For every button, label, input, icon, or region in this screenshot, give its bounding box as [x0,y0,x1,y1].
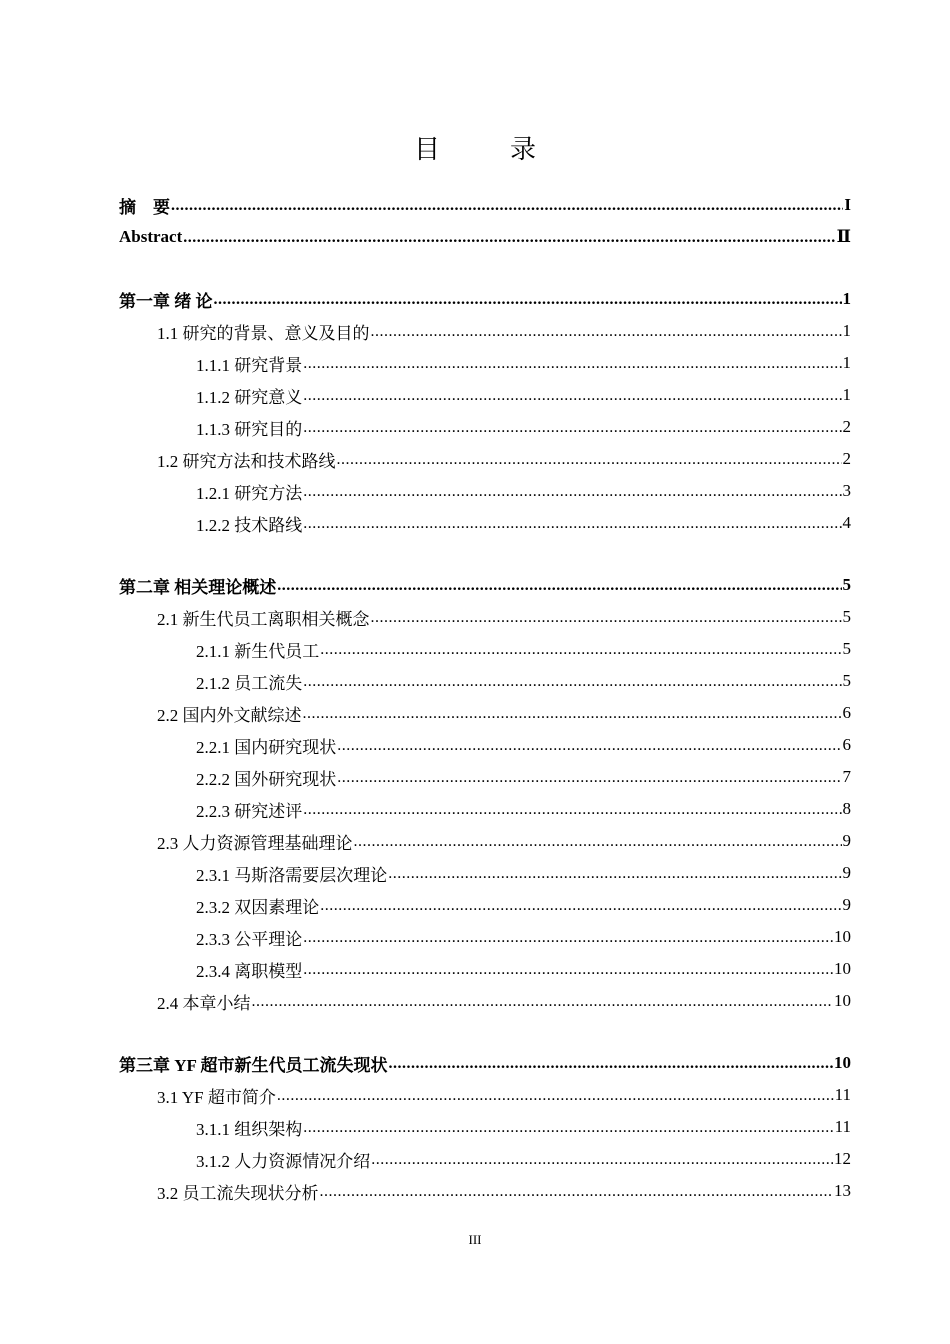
toc-leader-dots [371,1143,833,1175]
toc-entry-page: 1 [842,289,851,308]
toc-entry[interactable] [119,507,851,539]
toc-leader-dots [354,825,842,857]
toc-entry-page: 1 [842,321,851,340]
toc-entry[interactable] [119,379,851,411]
toc-entry-page: 10 [834,991,851,1010]
toc-entry-label: 2.1.2 员工流失 [196,673,303,693]
toc-entry-page: 12 [834,1149,851,1168]
toc-entry-page: 8 [842,799,851,818]
toc-entry-page: 11 [834,1117,851,1136]
toc-entry-label: 2.4 本章小结 [157,993,251,1013]
toc-leader-dots [277,569,841,601]
toc-entry[interactable] [119,1079,851,1111]
toc-entry-label: 1.1.2 研究意义 [196,387,303,407]
toc-entry-label: 3.1.1 组织架构 [196,1119,303,1139]
toc-entry[interactable] [119,921,851,953]
toc-entry-label: 2.2.3 研究述评 [196,801,303,821]
toc-entry[interactable] [119,475,851,507]
toc-entry[interactable] [119,1111,851,1143]
toc-entry-label: 1.1.1 研究背景 [196,355,303,375]
toc-entry[interactable] [119,697,851,729]
toc-entry-label: 1.2.1 研究方法 [196,483,303,503]
toc-leader-dots [337,443,842,475]
toc-entry-page: 2 [842,449,851,468]
section-gap [119,253,851,283]
toc-leader-dots [303,953,833,985]
toc-entry-page: 10 [834,959,851,978]
toc-leader-dots [371,315,842,347]
toc-leader-dots [252,985,834,1017]
toc-leader-dots [389,1047,833,1079]
toc-entry-page: 9 [842,863,851,882]
toc-leader-dots [303,475,841,507]
toc-entry-label: 2.2.1 国内研究现状 [196,737,337,757]
toc-entry-label: 1.1 研究的背景、意义及目的 [157,323,370,343]
toc-entry[interactable] [119,443,851,475]
toc-leader-dots [303,921,833,953]
toc-entry-label: 1.2 研究方法和技术路线 [157,451,336,471]
toc-entry-page: 11 [834,1085,851,1104]
toc-entry[interactable] [119,857,851,889]
toc-leader-dots [183,221,835,253]
toc-entry-page: 9 [842,895,851,914]
toc-entry-label: Abstract [119,227,183,246]
toc-entry-label: 第一章 绪 论 [119,291,213,311]
toc-entry-label: 2.3.3 公平理论 [196,929,303,949]
toc-leader-dots [303,665,841,697]
toc-leader-dots [303,347,841,379]
toc-entry-label: 摘 要 [119,197,170,217]
toc-entry-page: 1 [842,385,851,404]
toc-entry-page: 6 [842,703,851,722]
toc-entry-page: 5 [842,671,851,690]
toc-entry-label: 2.3.1 马斯洛需要层次理论 [196,865,388,885]
toc-entry[interactable] [119,315,851,347]
toc-entry-label: 2.3.2 双因素理论 [196,897,320,917]
toc-entry-label: 1.2.2 技术路线 [196,515,303,535]
toc-entry[interactable] [119,1143,851,1175]
toc-entry[interactable] [119,953,851,985]
toc-leader-dots [277,1079,834,1111]
toc-entry[interactable] [119,633,851,665]
page-number-footer: III [468,1232,482,1247]
toc-entry-label: 3.1.2 人力资源情况介绍 [196,1151,371,1171]
toc-leader-dots [214,283,842,315]
toc-entry[interactable] [119,825,851,857]
toc-entry[interactable] [119,665,851,697]
toc-leader-dots [303,793,841,825]
toc-leader-dots [337,729,841,761]
toc-entry-page: 10 [834,927,851,946]
toc-entry[interactable] [119,1175,851,1207]
toc-leader-dots [303,411,841,443]
toc-entry-label: 2.1 新生代员工离职相关概念 [157,609,370,629]
toc-entry[interactable] [119,601,851,633]
toc-entry-label: 2.3.4 离职模型 [196,961,303,981]
toc-entry-label: 1.1.3 研究目的 [196,419,303,439]
toc-entry-page: 9 [842,831,851,850]
toc-entry-label: 2.1.1 新生代员工 [196,641,320,661]
toc-entry-label: 2.2.2 国外研究现状 [196,769,337,789]
toc-entry-page: 1 [842,353,851,372]
toc-leader-dots [337,761,841,793]
toc-entry-page: 5 [842,607,851,626]
toc-entry[interactable] [119,221,851,253]
toc-entry-label: 2.3 人力资源管理基础理论 [157,833,353,853]
toc-leader-dots [171,189,843,221]
toc-entry-label: 第二章 相关理论概述 [119,577,277,597]
toc-entry[interactable] [119,569,851,601]
toc-leader-dots [371,601,842,633]
toc-entry[interactable] [119,793,851,825]
toc-entry[interactable] [119,761,851,793]
toc-entry[interactable] [119,347,851,379]
toc-title: 目 录 [413,135,558,164]
toc-entry[interactable] [119,889,851,921]
toc-entry-page: 3 [842,481,851,500]
section-gap [119,1017,851,1047]
toc-leader-dots [303,379,841,411]
toc-leader-dots [388,857,841,889]
toc-entry-page: 5 [842,639,851,658]
toc-leader-dots [320,1175,834,1207]
toc-leader-dots [320,889,841,921]
toc-entry[interactable] [119,985,851,1017]
table-of-contents [119,189,851,1207]
toc-entry-page: 13 [834,1181,851,1200]
toc-entry[interactable] [119,729,851,761]
toc-entry-page: I [844,195,851,214]
toc-entry[interactable] [119,189,851,221]
toc-entry[interactable] [119,283,851,315]
toc-leader-dots [303,1111,833,1143]
toc-entry-label: 2.2 国内外文献综述 [157,705,302,725]
toc-leader-dots [303,507,841,539]
toc-entry-page: 10 [834,1053,851,1072]
toc-entry-label: 第三章 YF 超市新生代员工流失现状 [119,1055,388,1075]
toc-entry-label: 3.1 YF 超市简介 [157,1087,276,1107]
toc-entry[interactable] [119,411,851,443]
toc-entry-page: 2 [842,417,851,436]
toc-entry-label: 3.2 员工流失现状分析 [157,1183,319,1203]
toc-entry-page: 5 [842,575,851,594]
toc-leader-dots [320,633,841,665]
toc-entry[interactable] [119,1047,851,1079]
toc-entry-page: 6 [842,735,851,754]
toc-leader-dots [303,697,842,729]
toc-entry-page: Ⅱ [836,227,851,246]
toc-entry-page: 7 [842,767,851,786]
section-gap [119,539,851,569]
toc-entry-page: 4 [842,513,851,532]
